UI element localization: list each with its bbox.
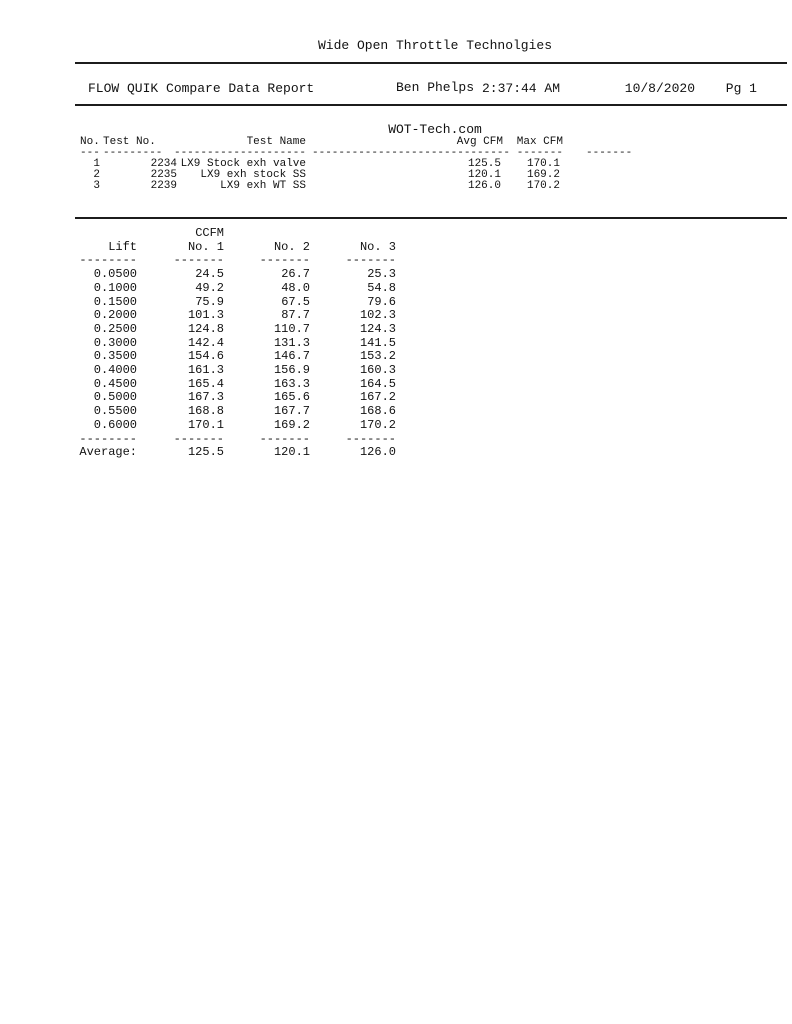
cell-no3-cfm: 160.3 xyxy=(359,363,396,378)
cell-no1-cfm: 154.6 xyxy=(187,349,224,364)
cell-lift: 0.4000 xyxy=(93,363,137,378)
cell-no3-cfm: 124.3 xyxy=(359,321,396,336)
cell-no1-cfm: 142.4 xyxy=(187,335,224,350)
cell-no3-cfm: 25.3 xyxy=(367,267,396,282)
dash-separator: ------- xyxy=(173,253,224,268)
cell-lift: 0.6000 xyxy=(93,417,137,432)
col-header-test-no: Test No. xyxy=(103,136,156,148)
table-row xyxy=(78,378,396,392)
col-header-lift: Lift xyxy=(108,239,137,254)
page-number: Pg 1 xyxy=(725,81,757,96)
cell-no3-cfm: 168.6 xyxy=(359,404,396,419)
cell-no2-cfm: 169.2 xyxy=(273,417,310,432)
cell-lift: 0.1000 xyxy=(93,280,137,295)
cell-avg-no1: 125.5 xyxy=(187,445,224,460)
cell-test-name: LX9 Stock exh valve xyxy=(180,158,306,170)
table-row xyxy=(78,268,396,282)
table-row xyxy=(0,159,792,170)
cell-test-no: 2234 xyxy=(150,158,177,170)
cell-avg-cfm: 120.1 xyxy=(467,169,501,181)
cell-test-no: 2239 xyxy=(150,180,177,192)
dash-separator: --- xyxy=(80,147,100,159)
table-row xyxy=(78,391,396,405)
dash-separator: ------- xyxy=(345,253,396,268)
cell-no1-cfm: 101.3 xyxy=(187,308,224,323)
dash-separator: --------- xyxy=(103,147,163,159)
cell-no3-cfm: 141.5 xyxy=(359,335,396,350)
col-header-avg-cfm: Avg CFM xyxy=(456,136,503,148)
cell-no2-cfm: 167.7 xyxy=(273,404,310,419)
col-header-no1: No. 1 xyxy=(187,239,224,254)
average-label: Average: xyxy=(79,445,137,460)
table-row xyxy=(78,364,396,378)
cell-no3-cfm: 79.6 xyxy=(367,294,396,309)
ccfm-group-header-row xyxy=(78,227,396,241)
cell-avg-cfm: 125.5 xyxy=(467,158,501,170)
cell-no1-cfm: 165.4 xyxy=(187,376,224,391)
dash-separator: ------------------------------ xyxy=(312,147,511,159)
cell-max-cfm: 170.1 xyxy=(526,158,560,170)
cell-lift: 0.2000 xyxy=(93,308,137,323)
col-header-max-cfm: Max CFM xyxy=(516,136,563,148)
cell-no1-cfm: 167.3 xyxy=(187,390,224,405)
report-time: 2:37:44 AM xyxy=(481,81,560,96)
cell-no2-cfm: 87.7 xyxy=(281,308,310,323)
cell-no1-cfm: 124.8 xyxy=(187,321,224,336)
cell-avg-no3: 126.0 xyxy=(359,445,396,460)
flow-data-table xyxy=(78,227,396,460)
dash-separator: -------------------- xyxy=(173,147,306,159)
cell-no1-cfm: 170.1 xyxy=(187,417,224,432)
tests-dash-row xyxy=(0,148,792,159)
cell-no3-cfm: 167.2 xyxy=(359,390,396,405)
cell-no1-cfm: 24.5 xyxy=(195,267,224,282)
horizontal-rule-under-tests xyxy=(75,217,787,219)
table-row xyxy=(78,350,396,364)
cell-no1-cfm: 168.8 xyxy=(187,404,224,419)
tests-summary-table xyxy=(0,137,792,199)
report-title-bar xyxy=(0,82,792,98)
cell-lift: 0.3000 xyxy=(93,335,137,350)
table-row xyxy=(78,296,396,310)
cell-max-cfm: 170.2 xyxy=(526,180,560,192)
cell-lift: 0.0500 xyxy=(93,267,137,282)
dash-separator: ------- xyxy=(259,431,310,446)
cell-lift: 0.2500 xyxy=(93,321,137,336)
ccfm-group-header: CCFM xyxy=(195,226,224,240)
cell-no2-cfm: 146.7 xyxy=(273,349,310,364)
cell-no3-cfm: 170.2 xyxy=(359,417,396,432)
report-title: FLOW QUIK Compare Data Report xyxy=(88,81,315,96)
horizontal-rule-under-title xyxy=(75,104,787,106)
cell-no1-cfm: 49.2 xyxy=(195,280,224,295)
col-header-test-name: Test Name xyxy=(246,136,306,148)
cell-no: 2 xyxy=(93,169,100,181)
dash-separator: ------- xyxy=(345,431,396,446)
dash-separator: ------- xyxy=(516,147,563,159)
cell-no2-cfm: 163.3 xyxy=(273,376,310,391)
table-row xyxy=(0,170,792,181)
table-row xyxy=(78,405,396,419)
horizontal-rule-top xyxy=(75,62,787,64)
cell-no3-cfm: 102.3 xyxy=(359,308,396,323)
table-row xyxy=(78,323,396,337)
average-row xyxy=(78,446,396,460)
cell-avg-cfm: 126.0 xyxy=(467,180,501,192)
dash-separator: ------- xyxy=(259,253,310,268)
cell-no2-cfm: 131.3 xyxy=(273,335,310,350)
cell-lift: 0.3500 xyxy=(93,349,137,364)
dash-separator: -------- xyxy=(79,431,137,446)
flow-dash-row xyxy=(78,254,396,268)
flow-data-rows xyxy=(78,268,396,432)
dash-separator: ------- xyxy=(173,431,224,446)
company-author: Ben Phelps xyxy=(395,80,474,95)
cell-no2-cfm: 156.9 xyxy=(273,363,310,378)
cell-avg-no2: 120.1 xyxy=(273,445,310,460)
cell-test-name: LX9 exh stock SS xyxy=(200,169,306,181)
cell-max-cfm: 169.2 xyxy=(526,169,560,181)
cell-lift: 0.4500 xyxy=(93,376,137,391)
col-header-no: No. xyxy=(80,136,100,148)
table-row xyxy=(78,337,396,351)
cell-no1-cfm: 75.9 xyxy=(195,294,224,309)
col-header-no3: No. 3 xyxy=(359,239,396,254)
table-row xyxy=(78,419,396,433)
cell-no3-cfm: 153.2 xyxy=(359,349,396,364)
table-row xyxy=(0,181,792,192)
company-name: Wide Open Throttle Technolgies xyxy=(317,38,553,53)
flow-dash-row xyxy=(78,433,396,447)
cell-no3-cfm: 164.5 xyxy=(359,376,396,391)
table-row xyxy=(78,309,396,323)
table-row xyxy=(78,282,396,296)
cell-no2-cfm: 67.5 xyxy=(281,294,310,309)
cell-no: 1 xyxy=(93,158,100,170)
cell-no2-cfm: 165.6 xyxy=(273,390,310,405)
flow-header-row xyxy=(78,241,396,255)
cell-lift: 0.5000 xyxy=(93,390,137,405)
cell-lift: 0.5500 xyxy=(93,404,137,419)
cell-no: 3 xyxy=(93,180,100,192)
dash-separator: ------- xyxy=(586,147,633,159)
report-date: 10/8/2020 xyxy=(624,81,695,96)
company-website: WOT-Tech.com xyxy=(388,122,482,137)
cell-no1-cfm: 161.3 xyxy=(187,363,224,378)
cell-test-name: LX9 exh WT SS xyxy=(220,180,306,192)
cell-test-no: 2235 xyxy=(150,169,177,181)
col-header-no2: No. 2 xyxy=(273,239,310,254)
cell-no2-cfm: 48.0 xyxy=(281,280,310,295)
cell-no2-cfm: 26.7 xyxy=(281,267,310,282)
cell-lift: 0.1500 xyxy=(93,294,137,309)
cell-no3-cfm: 54.8 xyxy=(367,280,396,295)
dash-separator: -------- xyxy=(79,253,137,268)
cell-no2-cfm: 110.7 xyxy=(273,321,310,336)
